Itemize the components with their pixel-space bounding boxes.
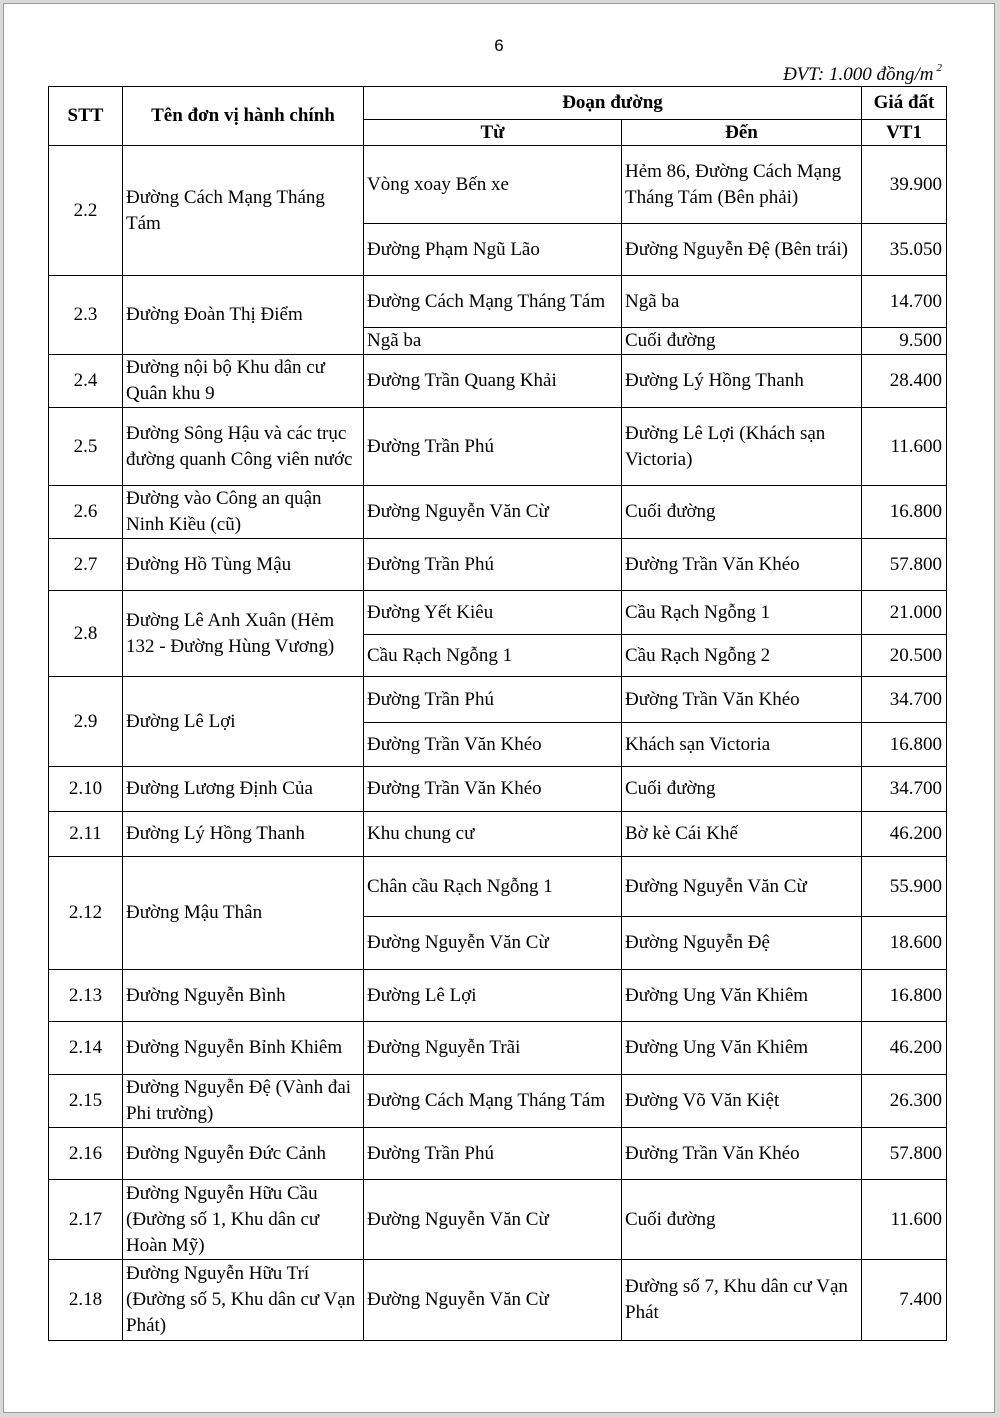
cell-stt: 2.10: [49, 767, 123, 812]
header-vt1: VT1: [862, 120, 947, 146]
table-row: [49, 1180, 947, 1260]
cell-price: 18.600: [862, 917, 947, 970]
cell-from: Đường Trần Văn Khéo: [364, 767, 622, 812]
cell-from: Đường Nguyễn Trãi: [364, 1022, 622, 1075]
cell-to: Đường Lê Lợi (Khách sạn Victoria): [622, 408, 862, 486]
table-row: [49, 539, 947, 591]
cell-stt: 2.17: [49, 1180, 123, 1260]
cell-admin-unit: Đường Hồ Tùng Mậu: [123, 539, 364, 591]
cell-stt: 2.14: [49, 1022, 123, 1075]
unit-superscript: 2: [936, 62, 942, 74]
cell-admin-unit: Đường Nguyễn Hữu Trí (Đường số 5, Khu dân cư Vạn Phát): [123, 1260, 364, 1341]
cell-admin-unit: Đường Cách Mạng Tháng Tám: [123, 146, 364, 276]
cell-price: 26.300: [862, 1075, 947, 1128]
cell-stt: 2.9: [49, 677, 123, 767]
table-row: [49, 812, 947, 857]
table-row: [49, 146, 947, 224]
cell-from: Đường Nguyễn Văn Cừ: [364, 1260, 622, 1341]
cell-from: Ngã ba: [364, 328, 622, 355]
header-to: Đến: [622, 120, 862, 146]
cell-stt: 2.2: [49, 146, 123, 276]
cell-price: 21.000: [862, 591, 947, 635]
unit-text: ĐVT: 1.000 đồng/m: [783, 64, 934, 85]
table-row: [49, 591, 947, 635]
header-admin-unit: Tên đơn vị hành chính: [123, 87, 364, 146]
cell-to: Cầu Rạch Ngỗng 1: [622, 591, 862, 635]
cell-stt: 2.8: [49, 591, 123, 677]
cell-price: 57.800: [862, 539, 947, 591]
cell-stt: 2.15: [49, 1075, 123, 1128]
cell-price: 39.900: [862, 146, 947, 224]
cell-to: Cuối đường: [622, 486, 862, 539]
cell-to: Cầu Rạch Ngỗng 2: [622, 635, 862, 677]
table-row: [49, 408, 947, 486]
cell-to: Cuối đường: [622, 1180, 862, 1260]
cell-stt: 2.16: [49, 1128, 123, 1180]
table-row: [49, 276, 947, 328]
cell-price: 35.050: [862, 224, 947, 276]
cell-from: Chân cầu Rạch Ngỗng 1: [364, 857, 622, 917]
table-body: [49, 146, 947, 1341]
cell-from: Đường Nguyễn Văn Cừ: [364, 1180, 622, 1260]
cell-admin-unit: Đường Nguyễn Đức Cảnh: [123, 1128, 364, 1180]
table-row: [49, 1260, 947, 1341]
cell-price: 16.800: [862, 970, 947, 1022]
cell-price: 46.200: [862, 1022, 947, 1075]
cell-stt: 2.5: [49, 408, 123, 486]
cell-from: Vòng xoay Bến xe: [364, 146, 622, 224]
cell-from: Khu chung cư: [364, 812, 622, 857]
cell-price: 16.800: [862, 486, 947, 539]
cell-stt: 2.13: [49, 970, 123, 1022]
cell-price: 9.500: [862, 328, 947, 355]
cell-to: Hẻm 86, Đường Cách Mạng Tháng Tám (Bên phải): [622, 146, 862, 224]
cell-from: Đường Trần Quang Khải: [364, 355, 622, 408]
land-price-table: [48, 86, 947, 1341]
unit-label: [783, 62, 942, 86]
cell-to: Đường Trần Văn Khéo: [622, 677, 862, 723]
cell-from: Cầu Rạch Ngỗng 1: [364, 635, 622, 677]
header-land-price: Giá đất: [862, 87, 947, 120]
cell-from: Đường Trần Phú: [364, 677, 622, 723]
cell-stt: 2.12: [49, 857, 123, 970]
cell-admin-unit: Đường Nguyễn Bình: [123, 970, 364, 1022]
cell-from: Đường Phạm Ngũ Lão: [364, 224, 622, 276]
cell-price: 57.800: [862, 1128, 947, 1180]
cell-admin-unit: Đường Nguyễn Đệ (Vành đai Phi trường): [123, 1075, 364, 1128]
cell-from: Đường Cách Mạng Tháng Tám: [364, 276, 622, 328]
cell-admin-unit: Đường vào Công an quận Ninh Kiều (cũ): [123, 486, 364, 539]
cell-stt: 2.6: [49, 486, 123, 539]
cell-to: Đường Trần Văn Khéo: [622, 1128, 862, 1180]
header-from: Từ: [364, 120, 622, 146]
cell-from: Đường Nguyễn Văn Cừ: [364, 917, 622, 970]
cell-to: Đường Lý Hồng Thanh: [622, 355, 862, 408]
cell-admin-unit: Đường Lê Lợi: [123, 677, 364, 767]
cell-admin-unit: Đường Lê Anh Xuân (Hẻm 132 - Đường Hùng Vương): [123, 591, 364, 677]
cell-stt: 2.4: [49, 355, 123, 408]
cell-admin-unit: Đường Đoàn Thị Điểm: [123, 276, 364, 355]
cell-admin-unit: Đường Mậu Thân: [123, 857, 364, 970]
cell-price: 20.500: [862, 635, 947, 677]
cell-to: Ngã ba: [622, 276, 862, 328]
cell-price: 11.600: [862, 408, 947, 486]
cell-stt: 2.7: [49, 539, 123, 591]
table-row: [49, 1075, 947, 1128]
table-header: [49, 87, 947, 146]
cell-to: Cuối đường: [622, 328, 862, 355]
cell-to: Đường Nguyễn Đệ (Bên trái): [622, 224, 862, 276]
cell-to: Đường Nguyễn Văn Cừ: [622, 857, 862, 917]
cell-admin-unit: Đường Sông Hậu và các trục đường quanh Công viên nước: [123, 408, 364, 486]
table-row: [49, 970, 947, 1022]
header-stt: STT: [49, 87, 123, 146]
cell-from: Đường Nguyễn Văn Cừ: [364, 486, 622, 539]
header-row-1: [49, 87, 947, 120]
cell-from: Đường Yết Kiêu: [364, 591, 622, 635]
table-row: [49, 486, 947, 539]
table-row: [49, 767, 947, 812]
cell-from: Đường Cách Mạng Tháng Tám: [364, 1075, 622, 1128]
cell-price: 34.700: [862, 767, 947, 812]
cell-to: Đường Ung Văn Khiêm: [622, 1022, 862, 1075]
cell-stt: 2.18: [49, 1260, 123, 1341]
cell-price: 46.200: [862, 812, 947, 857]
cell-from: Đường Trần Phú: [364, 1128, 622, 1180]
cell-from: Đường Trần Văn Khéo: [364, 723, 622, 767]
table-row: [49, 1022, 947, 1075]
cell-admin-unit: Đường Lý Hồng Thanh: [123, 812, 364, 857]
cell-from: Đường Lê Lợi: [364, 970, 622, 1022]
cell-admin-unit: Đường Nguyễn Bỉnh Khiêm: [123, 1022, 364, 1075]
cell-price: 11.600: [862, 1180, 947, 1260]
cell-stt: 2.3: [49, 276, 123, 355]
cell-to: Bờ kè Cái Khế: [622, 812, 862, 857]
cell-to: Đường số 7, Khu dân cư Vạn Phát: [622, 1260, 862, 1341]
cell-to: Đường Nguyễn Đệ: [622, 917, 862, 970]
cell-price: 16.800: [862, 723, 947, 767]
cell-price: 55.900: [862, 857, 947, 917]
cell-from: Đường Trần Phú: [364, 408, 622, 486]
header-segment: Đoạn đường: [364, 87, 862, 120]
cell-price: 7.400: [862, 1260, 947, 1341]
cell-to: Đường Trần Văn Khéo: [622, 539, 862, 591]
table-row: [49, 677, 947, 723]
cell-to: Đường Ung Văn Khiêm: [622, 970, 862, 1022]
page-number: 6: [494, 36, 504, 55]
cell-to: Khách sạn Victoria: [622, 723, 862, 767]
table-row: [49, 857, 947, 917]
cell-stt: 2.11: [49, 812, 123, 857]
cell-admin-unit: Đường Lương Định Của: [123, 767, 364, 812]
cell-admin-unit: Đường Nguyễn Hữu Cầu (Đường số 1, Khu dân cư Hoàn Mỹ): [123, 1180, 364, 1260]
cell-price: 34.700: [862, 677, 947, 723]
cell-from: Đường Trần Phú: [364, 539, 622, 591]
table-row: [49, 1128, 947, 1180]
cell-price: 14.700: [862, 276, 947, 328]
cell-to: Đường Võ Văn Kiệt: [622, 1075, 862, 1128]
table-row: [49, 355, 947, 408]
cell-admin-unit: Đường nội bộ Khu dân cư Quân khu 9: [123, 355, 364, 408]
cell-price: 28.400: [862, 355, 947, 408]
cell-to: Cuối đường: [622, 767, 862, 812]
